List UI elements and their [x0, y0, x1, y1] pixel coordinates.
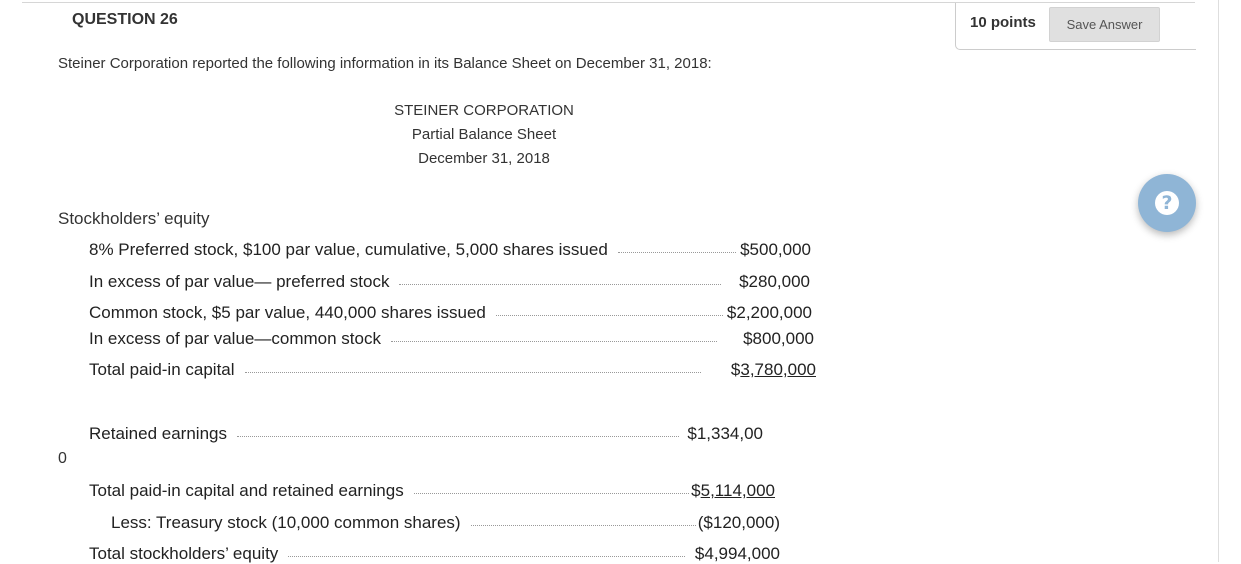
right-divider	[1218, 0, 1219, 562]
stray-text: 0	[58, 450, 67, 467]
dot-leader	[237, 436, 679, 437]
statement-row	[89, 303, 812, 323]
statement-row	[89, 424, 763, 444]
amount-prefix: $	[730, 360, 741, 379]
row-label: 8% Preferred stock, $100 par value, cumulative, 5,000 shares issued	[89, 240, 608, 259]
row-amount: ($120,000)	[697, 513, 780, 532]
statement-row	[89, 240, 811, 260]
row-amount: $280,000	[739, 272, 810, 291]
row-label: Total paid-in capital	[89, 360, 235, 379]
statement-date: December 31, 2018	[418, 150, 550, 167]
statement-row	[89, 272, 810, 292]
dot-leader	[399, 284, 721, 285]
row-label: In excess of par value—common stock	[89, 329, 381, 348]
row-label: Less: Treasury stock (10,000 common shares)	[111, 513, 461, 532]
dot-leader	[414, 493, 689, 494]
dot-leader	[245, 372, 701, 373]
section-label: Stockholders’ equity	[58, 209, 210, 228]
row-label: Total stockholders’ equity	[89, 544, 279, 563]
question-intro: Steiner Corporation reported the following information in its Balance Sheet on December 31, 2018:	[58, 55, 712, 72]
statement-row	[111, 513, 780, 533]
statement-row	[89, 544, 780, 564]
statement-company: STEINER CORPORATION	[394, 102, 574, 119]
statement-row	[89, 360, 816, 380]
statement-title: Partial Balance Sheet	[411, 126, 557, 143]
statement-row	[89, 481, 775, 501]
save-answer-button[interactable]: Save Answer	[1049, 7, 1160, 42]
row-amount: $4,994,000	[694, 544, 780, 563]
row-amount: $800,000	[743, 329, 814, 348]
row-label: Common stock, $5 par value, 440,000 shares issued	[89, 303, 486, 322]
question-title: QUESTION 26	[72, 11, 178, 28]
row-amount	[691, 481, 775, 501]
amount-underlined: 3,780,000	[740, 360, 816, 379]
amount-underlined: 5,114,000	[700, 481, 775, 500]
statement-row	[89, 329, 814, 349]
points-label: 10 points	[970, 14, 1036, 31]
row-amount	[731, 360, 816, 380]
dot-leader	[618, 252, 736, 253]
amount-prefix: $	[691, 481, 701, 500]
points-panel	[955, 3, 1196, 50]
row-amount: $2,200,000	[726, 303, 812, 322]
help-button[interactable]	[1138, 174, 1196, 232]
dot-leader	[496, 315, 723, 316]
dot-leader	[391, 341, 717, 342]
row-amount: $1,334,00	[687, 424, 763, 443]
row-label: Retained earnings	[89, 424, 227, 443]
row-label: Total paid-in capital and retained earnings	[89, 481, 404, 500]
row-label: In excess of par value— preferred stock	[89, 272, 390, 291]
dot-leader	[471, 525, 696, 526]
row-amount: $500,000	[740, 240, 811, 259]
dot-leader	[288, 556, 685, 557]
question-mark-icon: ?	[1155, 191, 1179, 215]
